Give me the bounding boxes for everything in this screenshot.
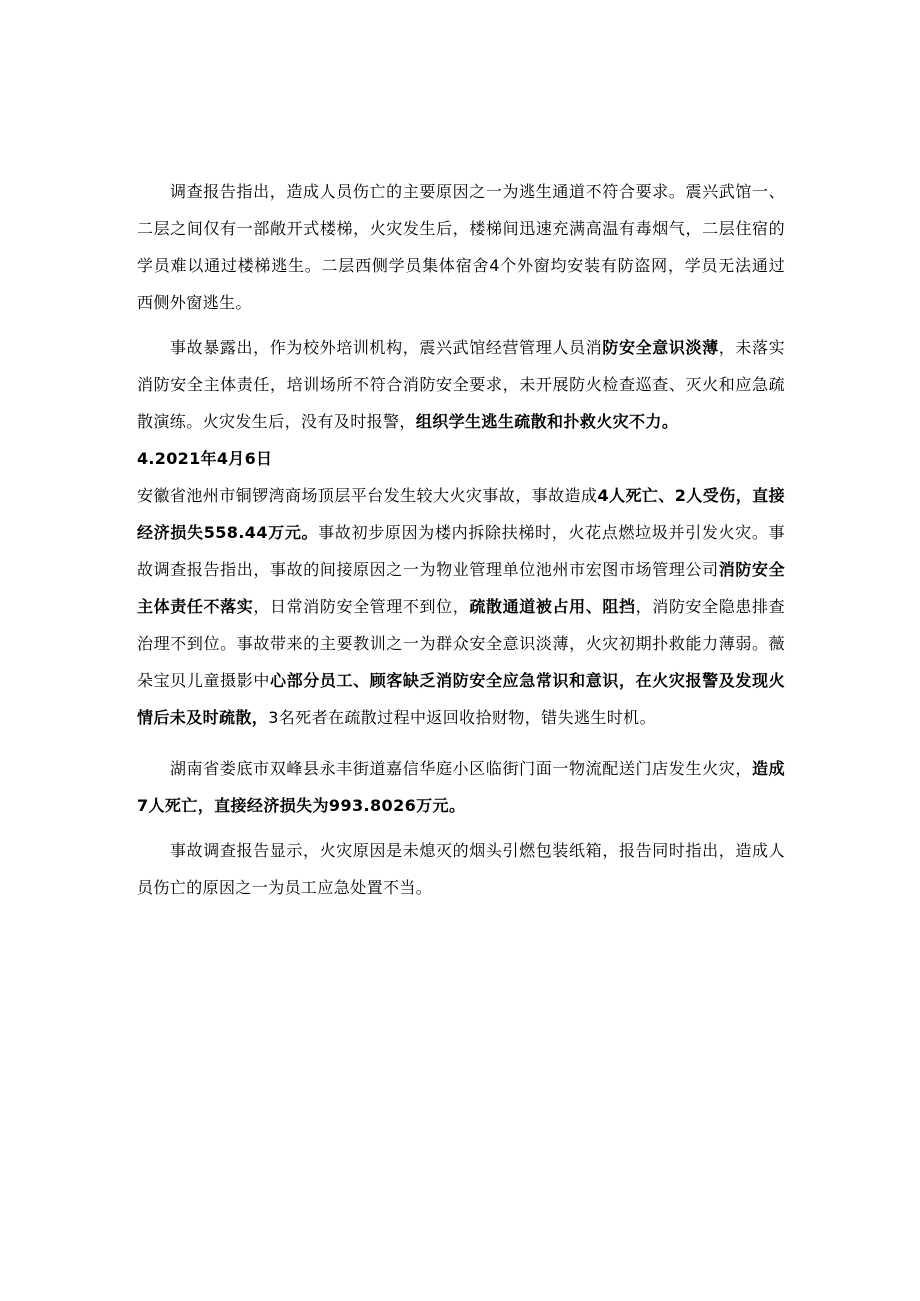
bold-text-run: 造成7人死亡，直接经济损失为993.8026万元。 xyxy=(137,759,785,815)
section-heading: 4.2021年4月6日 xyxy=(137,449,273,468)
text-run: ，未落实消防安全主体责任，培训场所不符合消防安全要求，未开展防火检查巡查、灭火和应急疏散演练。火灾发生后，没有及时报警， xyxy=(137,338,785,431)
paragraph-chizhou-fire xyxy=(137,477,785,736)
text-run: 3名死者在疏散过程中返回收拾财物，错失逃生时机。 xyxy=(268,708,656,727)
text-run: ，消防安全隐患排查治理不到位。事故带来的主要教训之一为群众安全意识淡薄，火灾初期扑救能力薄弱。薇朵宝贝儿童摄影中 xyxy=(137,597,785,690)
bold-text-run: 防安全意识淡薄 xyxy=(602,338,719,357)
bold-text-run: 4人死亡、2人受伤，直接经济损失558.44万元。 xyxy=(137,486,785,542)
bold-text-run: 消防安全主体责任不落实 xyxy=(137,560,785,616)
bold-text-run: 心部分员工、顾客缺乏消防安全应急常识和意识，在火灾报警及发现火情后未及时疏散， xyxy=(137,671,785,727)
document-body xyxy=(137,173,785,906)
paragraph-investigation-result: 事故调查报告显示，火灾原因是未熄灭的烟头引燃包装纸箱，报告同时指出，造成人员伤亡的原因之一为员工应急处置不当。 xyxy=(137,841,785,897)
text-run: 事故初步原因为楼内拆除扶梯时，火花点燃垃圾并引发火灾。事故调查报告指出，事故的间接原因之一为物业管理单位池州市宏图市场管理公司 xyxy=(137,523,785,579)
text-run: 事故暴露出，作为校外培训机构，震兴武馆经营管理人员消 xyxy=(170,338,603,357)
text-run: ，日常消防安全管理不到位， xyxy=(253,597,470,616)
paragraph-exposed-problems xyxy=(137,329,785,440)
paragraph-escape-routes: 调查报告指出，造成人员伤亡的主要原因之一为逃生通道不符合要求。震兴武馆一、二层之间仅有一部敞开式楼梯，火灾发生后，楼梯间迅速充满高温有毒烟气，二层住宿的学员难以通过楼梯逃生。二层西侧学员集体宿舍4个外窗均安装有防盗网，学员无法通过西侧外窗逃生。 xyxy=(137,182,785,312)
bold-text-run: 组织学生逃生疏散和扑救火灾不力。 xyxy=(415,412,679,431)
text-run: 安徽省池州市铜锣湾商场顶层平台发生较大火灾事故，事故造成 xyxy=(137,486,598,505)
bold-text-run: 疏散通道被占用、阻挡 xyxy=(469,597,636,616)
paragraph-loudi-fire xyxy=(137,750,785,824)
text-run: 湖南省娄底市双峰县永丰街道嘉信华庭小区临街门面一物流配送门店发生火灾， xyxy=(170,759,752,778)
